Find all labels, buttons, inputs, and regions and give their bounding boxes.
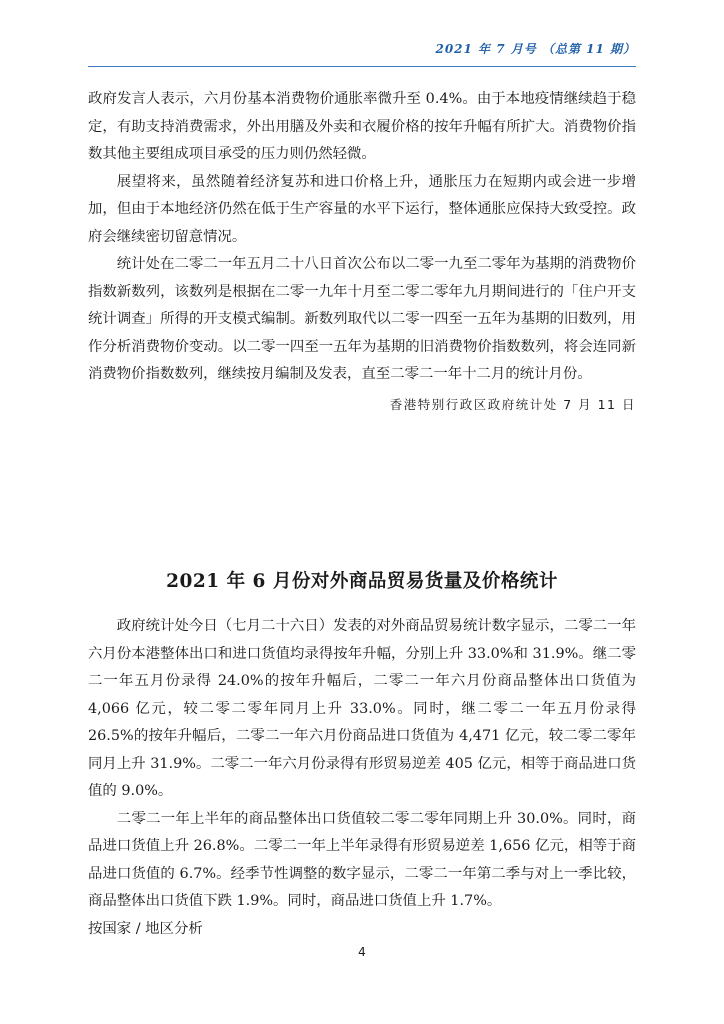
- running-header: 2021 年 7 月号 （总第 11 期）: [435, 42, 636, 56]
- header-divider: [88, 66, 636, 67]
- source-attribution: 香港特别行政区政府统计处 7 月 11 日: [389, 396, 636, 412]
- cpi-paragraph-1: 政府发言人表示，六月份基本消费物价通胀率微升至 0.4%。由于本地疫情继续趋于稳定，有助支持消费需求，外出用膳及外卖和衣履价格的按年升幅有所扩大。消费物价指数其他主要组成项目承受的压力则仍然轻微。: [88, 91, 636, 162]
- page-number: 4: [358, 945, 366, 959]
- trade-paragraph-2: 二零二一年上半年的商品整体出口货值较二零二零年同期上升 30.0%。同时，商品进口货值上升 26.8%。二零二一年上半年录得有形贸易逆差 1,656 亿元，相等于商品进口货值的 6.7%。经季节性调整的数字显示，二零二一年第二季与对上一季比较，商品整体出口货值下跌 1.9%。同时，商品进口货值上升 1.7%。: [88, 810, 636, 909]
- country-analysis-subheading: 按国家 / 地区分析: [88, 920, 203, 937]
- cpi-section: [88, 86, 636, 413]
- trade-section-title: 2021 年 6 月份对外商品贸易货量及价格统计: [166, 571, 558, 592]
- cpi-paragraph-2: 展望将来，虽然随着经济复苏和进口价格上升，通胀压力在短期内或会进一步增加，但由于本地经济仍然在低于生产容量的水平下运行，整体通胀应保持大致受控。政府会继续密切留意情况。: [88, 173, 636, 245]
- cpi-paragraph-3: 统计处在二零二一年五月二十八日首次公布以二零一九至二零年为基期的消费物价指数新数列，该数列是根据在二零一九年十月至二零二零年九月期间进行的「住户开支统计调查」所得的开支模式编制。新数列取代以二零一四至一五年为基期的旧数列，用作分析消费物价变动。以二零一四至一五年为基期的旧消费物价指数数列，将会连同新消费物价指数数列，继续按月编制及发表，直至二零二一年十二月的统计月份。: [88, 256, 636, 382]
- trade-section: [88, 613, 636, 943]
- trade-paragraph-1: 政府统计处今日（七月二十六日）发表的对外商品贸易统计数字显示，二零二一年六月份本港整体出口和进口货值均录得按年升幅，分别上升 33.0%和 31.9%。继二零二一年五月份录得 24.0%的按年升幅后，二零二一年六月份商品整体出口货值为 4,066 亿元，较二零二零年同月上升 33.0%。同时，继二零二一年五月份录得 26.5%的按年升幅后，二零二一年六月份商品进口货值为 4,471 亿元，较二零二零年同月上升 31.9%。二零二一年六月份录得有形贸易逆差 405 亿元，相等于商品进口货值的 9.0%。: [88, 618, 636, 799]
